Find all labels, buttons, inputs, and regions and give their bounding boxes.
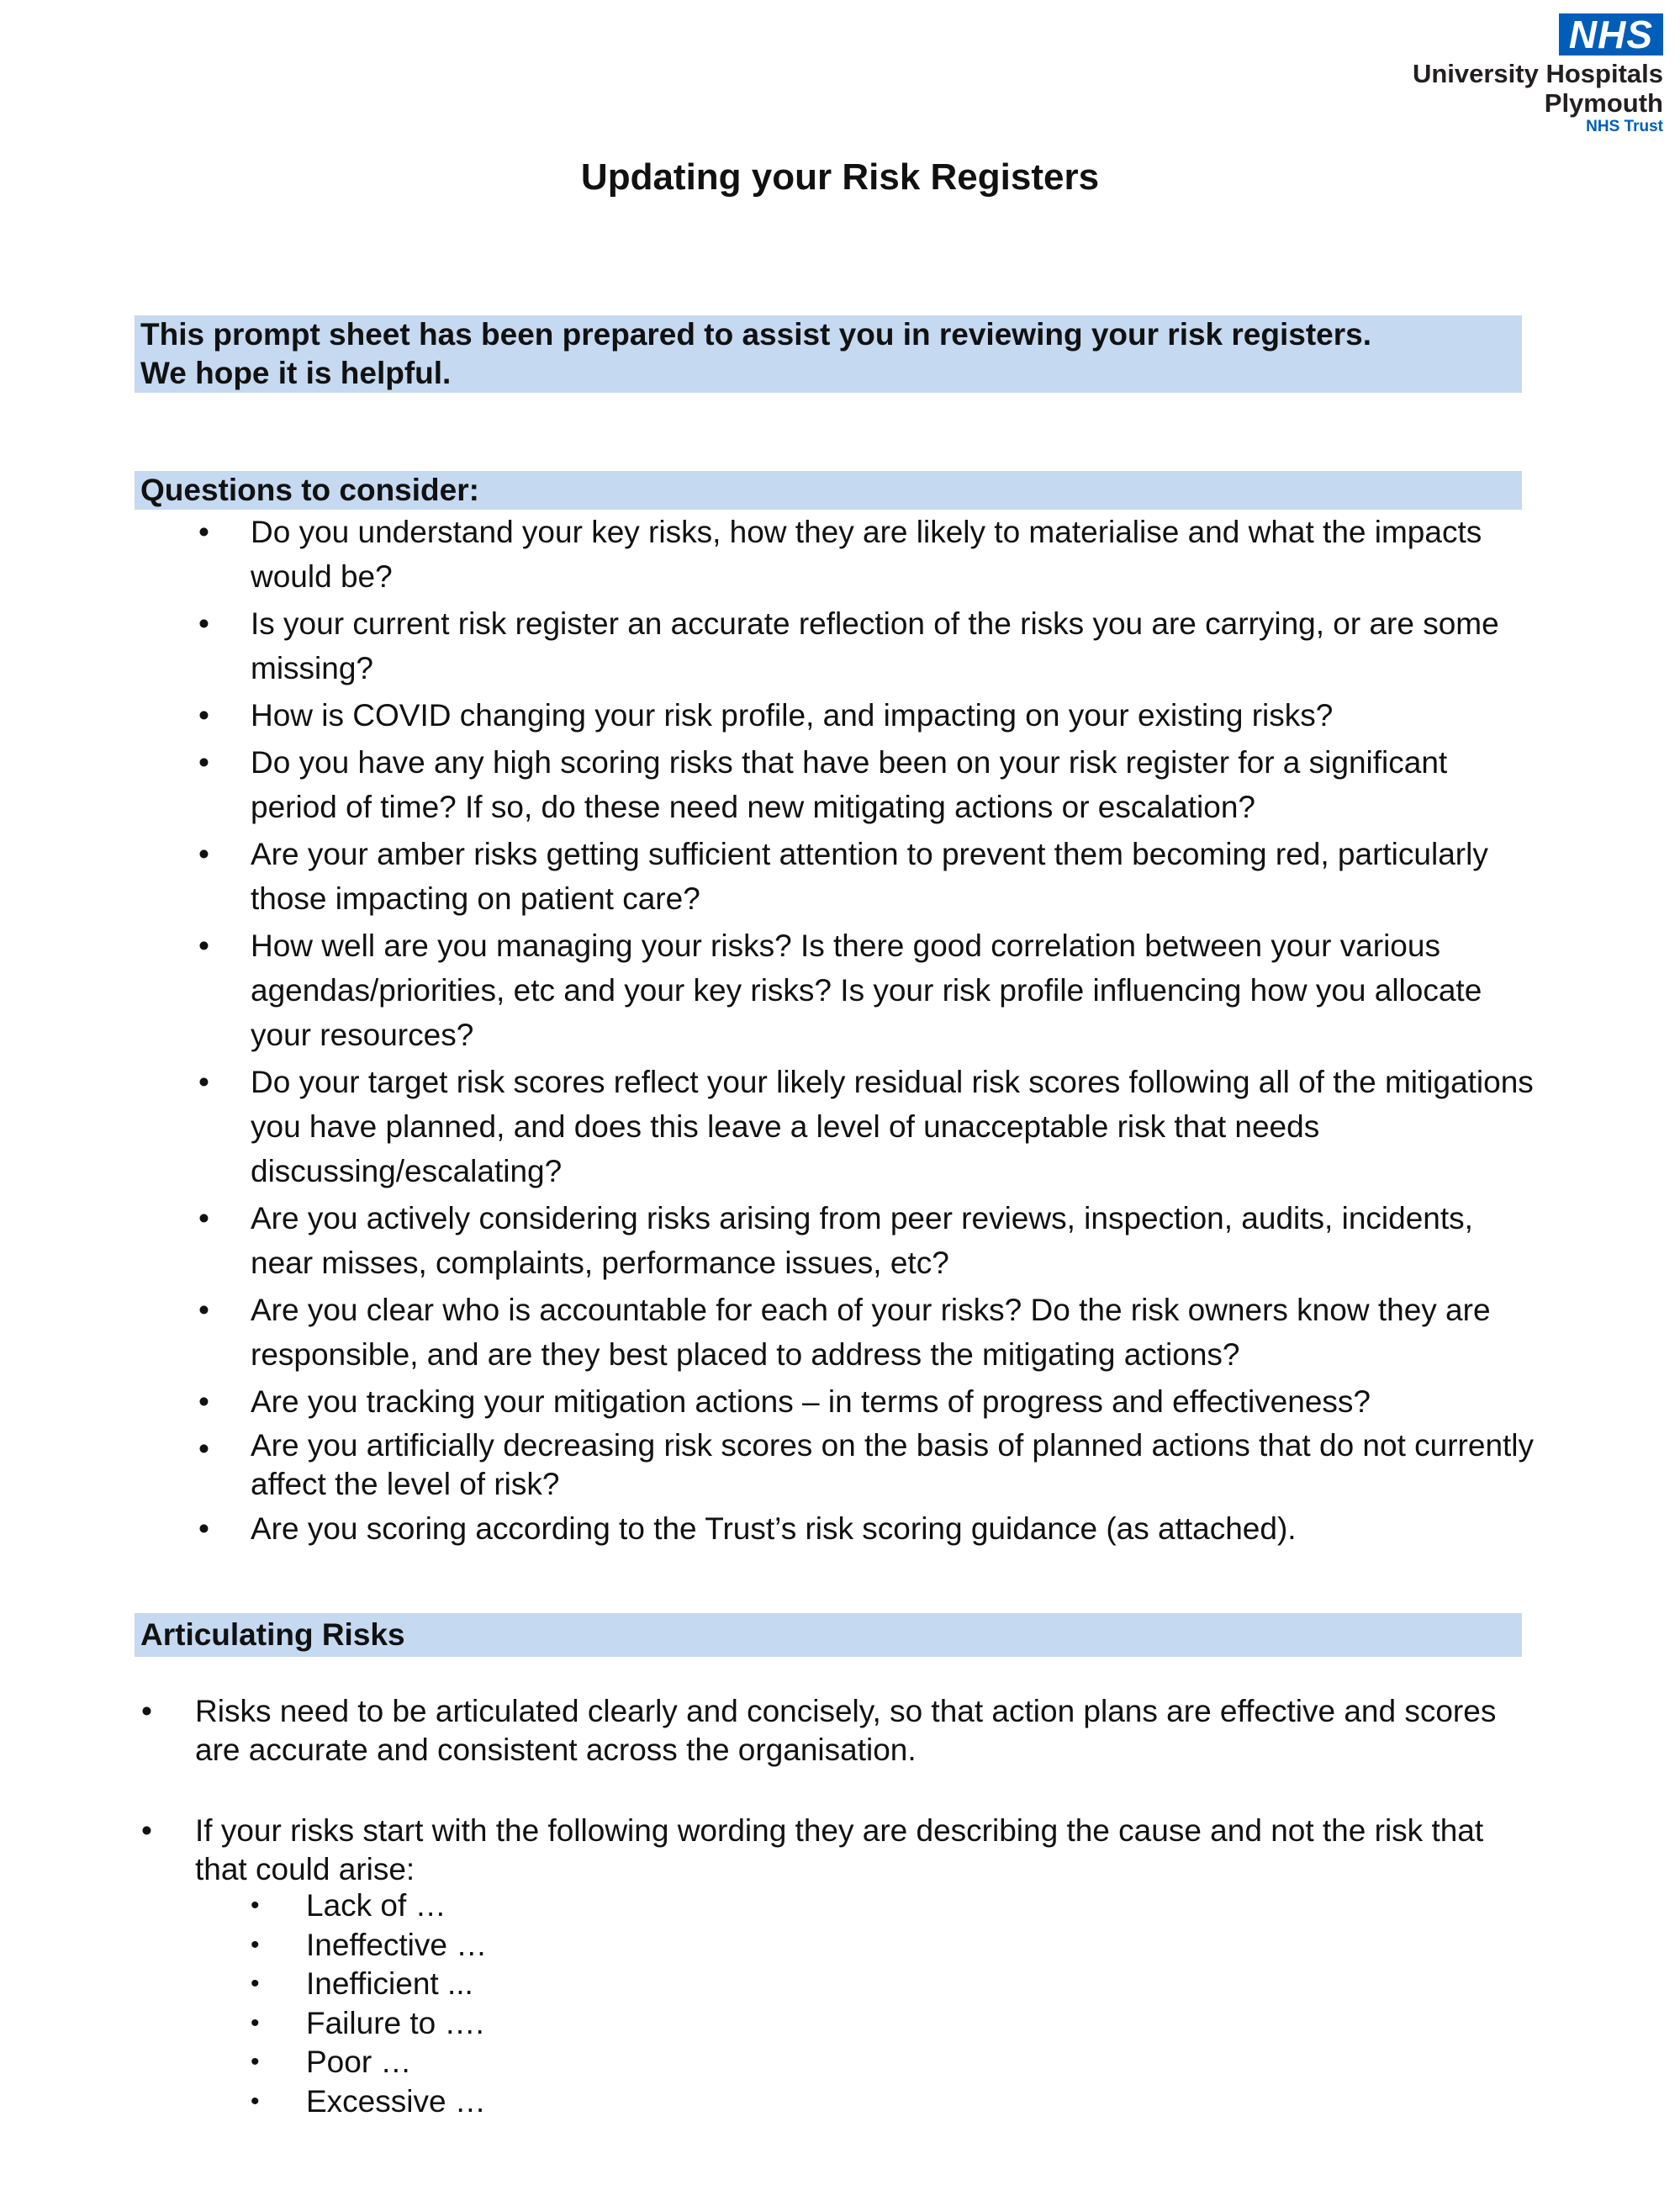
page-title: Updating your Risk Registers — [580, 156, 1100, 198]
cause-wording-item — [0, 2043, 1680, 2082]
question-text: Is your current risk register an accurate reflection of the risks you are carrying, or are some missing? — [251, 606, 1499, 685]
bullet: • — [198, 698, 209, 733]
articulating-list-1 — [0, 1692, 1680, 1770]
cause-wording-list — [0, 1886, 1680, 2121]
sub-bullet: • — [251, 2048, 260, 2076]
bullet: • — [198, 837, 209, 871]
bullet: • — [198, 1431, 209, 1466]
bullet: • — [198, 1293, 209, 1327]
bullet: • — [198, 745, 209, 780]
logo-trust: NHS Trust — [1586, 118, 1663, 135]
cause-wording-item — [0, 1886, 1680, 1926]
question-text: Are you scoring according to the Trust’s risk scoring guidance (as attached). — [251, 1511, 1297, 1546]
sub-bullet: • — [251, 1970, 260, 1997]
question-text: Do you have any high scoring risks that have been on your risk register for a significant period of time? If so, do these need new mitigating actions or escalation? — [251, 745, 1448, 824]
bullet: • — [198, 1065, 209, 1099]
question-text: Are you clear who is accountable for each of your risks? Do the risk owners know they are responsible, and are they best placed to address the mitigating actions? — [251, 1293, 1491, 1372]
question-text: Are you actively considering risks arising from peer reviews, inspection, audits, incidents, near misses, complaints, performance issues, etc? — [251, 1201, 1473, 1280]
bullet: • — [198, 606, 209, 641]
bullet: • — [141, 1813, 152, 1848]
intro-line-1: This prompt sheet has been prepared to assist you in reviewing your risk registers. — [140, 317, 1371, 352]
sub-bullet: • — [251, 1930, 260, 1959]
articulating-heading: Articulating Risks — [135, 1613, 1522, 1657]
question-text: Are your amber risks getting sufficient attention to prevent them becoming red, particularly those impacting on patient care? — [251, 837, 1488, 916]
nhs-trust-logo — [1310, 13, 1663, 136]
articulating-list-2 — [0, 1812, 1680, 1889]
bullet: • — [198, 1511, 209, 1546]
question-text: How well are you managing your risks? Is there good correlation between your various agendas/priorities, etc and your key risks? Is your risk profile influencing how you allocate your resources? — [251, 929, 1482, 1052]
articulating-text: Risks need to be articulated clearly and concisely, so that action plans are effective and scores are accurate and consistent across the organisation. — [195, 1694, 1497, 1767]
question-text: Are you artificially decreasing risk scores on the basis of planned actions that do not currently affect the level of risk? — [251, 1428, 1535, 1501]
question-item — [0, 1060, 1680, 1193]
articulating-text: If your risks start with the following wording they are describing the cause and not the risk that that could arise: — [195, 1813, 1484, 1886]
question-item — [0, 1426, 1680, 1504]
intro-banner — [135, 315, 1522, 393]
cause-wording-item — [0, 2004, 1680, 2044]
questions-list — [0, 510, 1680, 1553]
bullet: • — [198, 515, 209, 549]
sub-bullet: • — [251, 2087, 260, 2115]
bullet: • — [198, 1384, 209, 1419]
sub-bullet: • — [251, 1891, 260, 1919]
logo-city: Plymouth — [1544, 88, 1663, 118]
question-item — [0, 1379, 1680, 1424]
question-text: Are you tracking your mitigation actions – in terms of progress and effectiveness? — [251, 1384, 1371, 1419]
cause-wording-text: Failure to …. — [306, 2005, 484, 2040]
question-item — [0, 1288, 1680, 1377]
question-text: Do your target risk scores reflect your likely residual risk scores following all of the mitigations you have planned, and does this leave a level of unacceptable risk that needs discussing/escalating? — [251, 1065, 1534, 1188]
question-item — [0, 601, 1680, 690]
cause-wording-text: Inefficient ... — [306, 1966, 473, 2001]
cause-wording-item — [0, 1926, 1680, 1966]
articulating-item — [0, 1692, 1680, 1770]
question-item — [0, 693, 1680, 738]
bullet: • — [198, 1201, 209, 1235]
question-text: How is COVID changing your risk profile, and impacting on your existing risks? — [251, 698, 1334, 733]
cause-wording-text: Ineffective … — [306, 1927, 488, 1962]
cause-wording-item — [0, 2082, 1680, 2122]
sub-bullet: • — [251, 2008, 260, 2037]
cause-wording-text: Lack of … — [306, 1888, 446, 1923]
question-item — [0, 1196, 1680, 1285]
questions-heading: Questions to consider: — [135, 471, 1522, 510]
logo-hospital-name: University Hospitals — [1412, 59, 1663, 88]
question-item — [0, 740, 1680, 829]
cause-wording-item — [0, 1965, 1680, 2004]
intro-line-2: We hope it is helpful. — [140, 356, 452, 390]
bullet: • — [198, 929, 209, 963]
question-item — [0, 1506, 1680, 1551]
question-item — [0, 832, 1680, 921]
bullet: • — [141, 1694, 152, 1728]
question-item — [0, 510, 1680, 599]
cause-wording-text: Excessive … — [306, 2083, 486, 2119]
question-item — [0, 923, 1680, 1057]
question-text: Do you understand your key risks, how they are likely to materialise and what the impacts would be? — [251, 515, 1482, 594]
articulating-item — [0, 1812, 1680, 1889]
nhs-badge: NHS — [1559, 13, 1663, 56]
cause-wording-text: Poor … — [306, 2045, 412, 2079]
